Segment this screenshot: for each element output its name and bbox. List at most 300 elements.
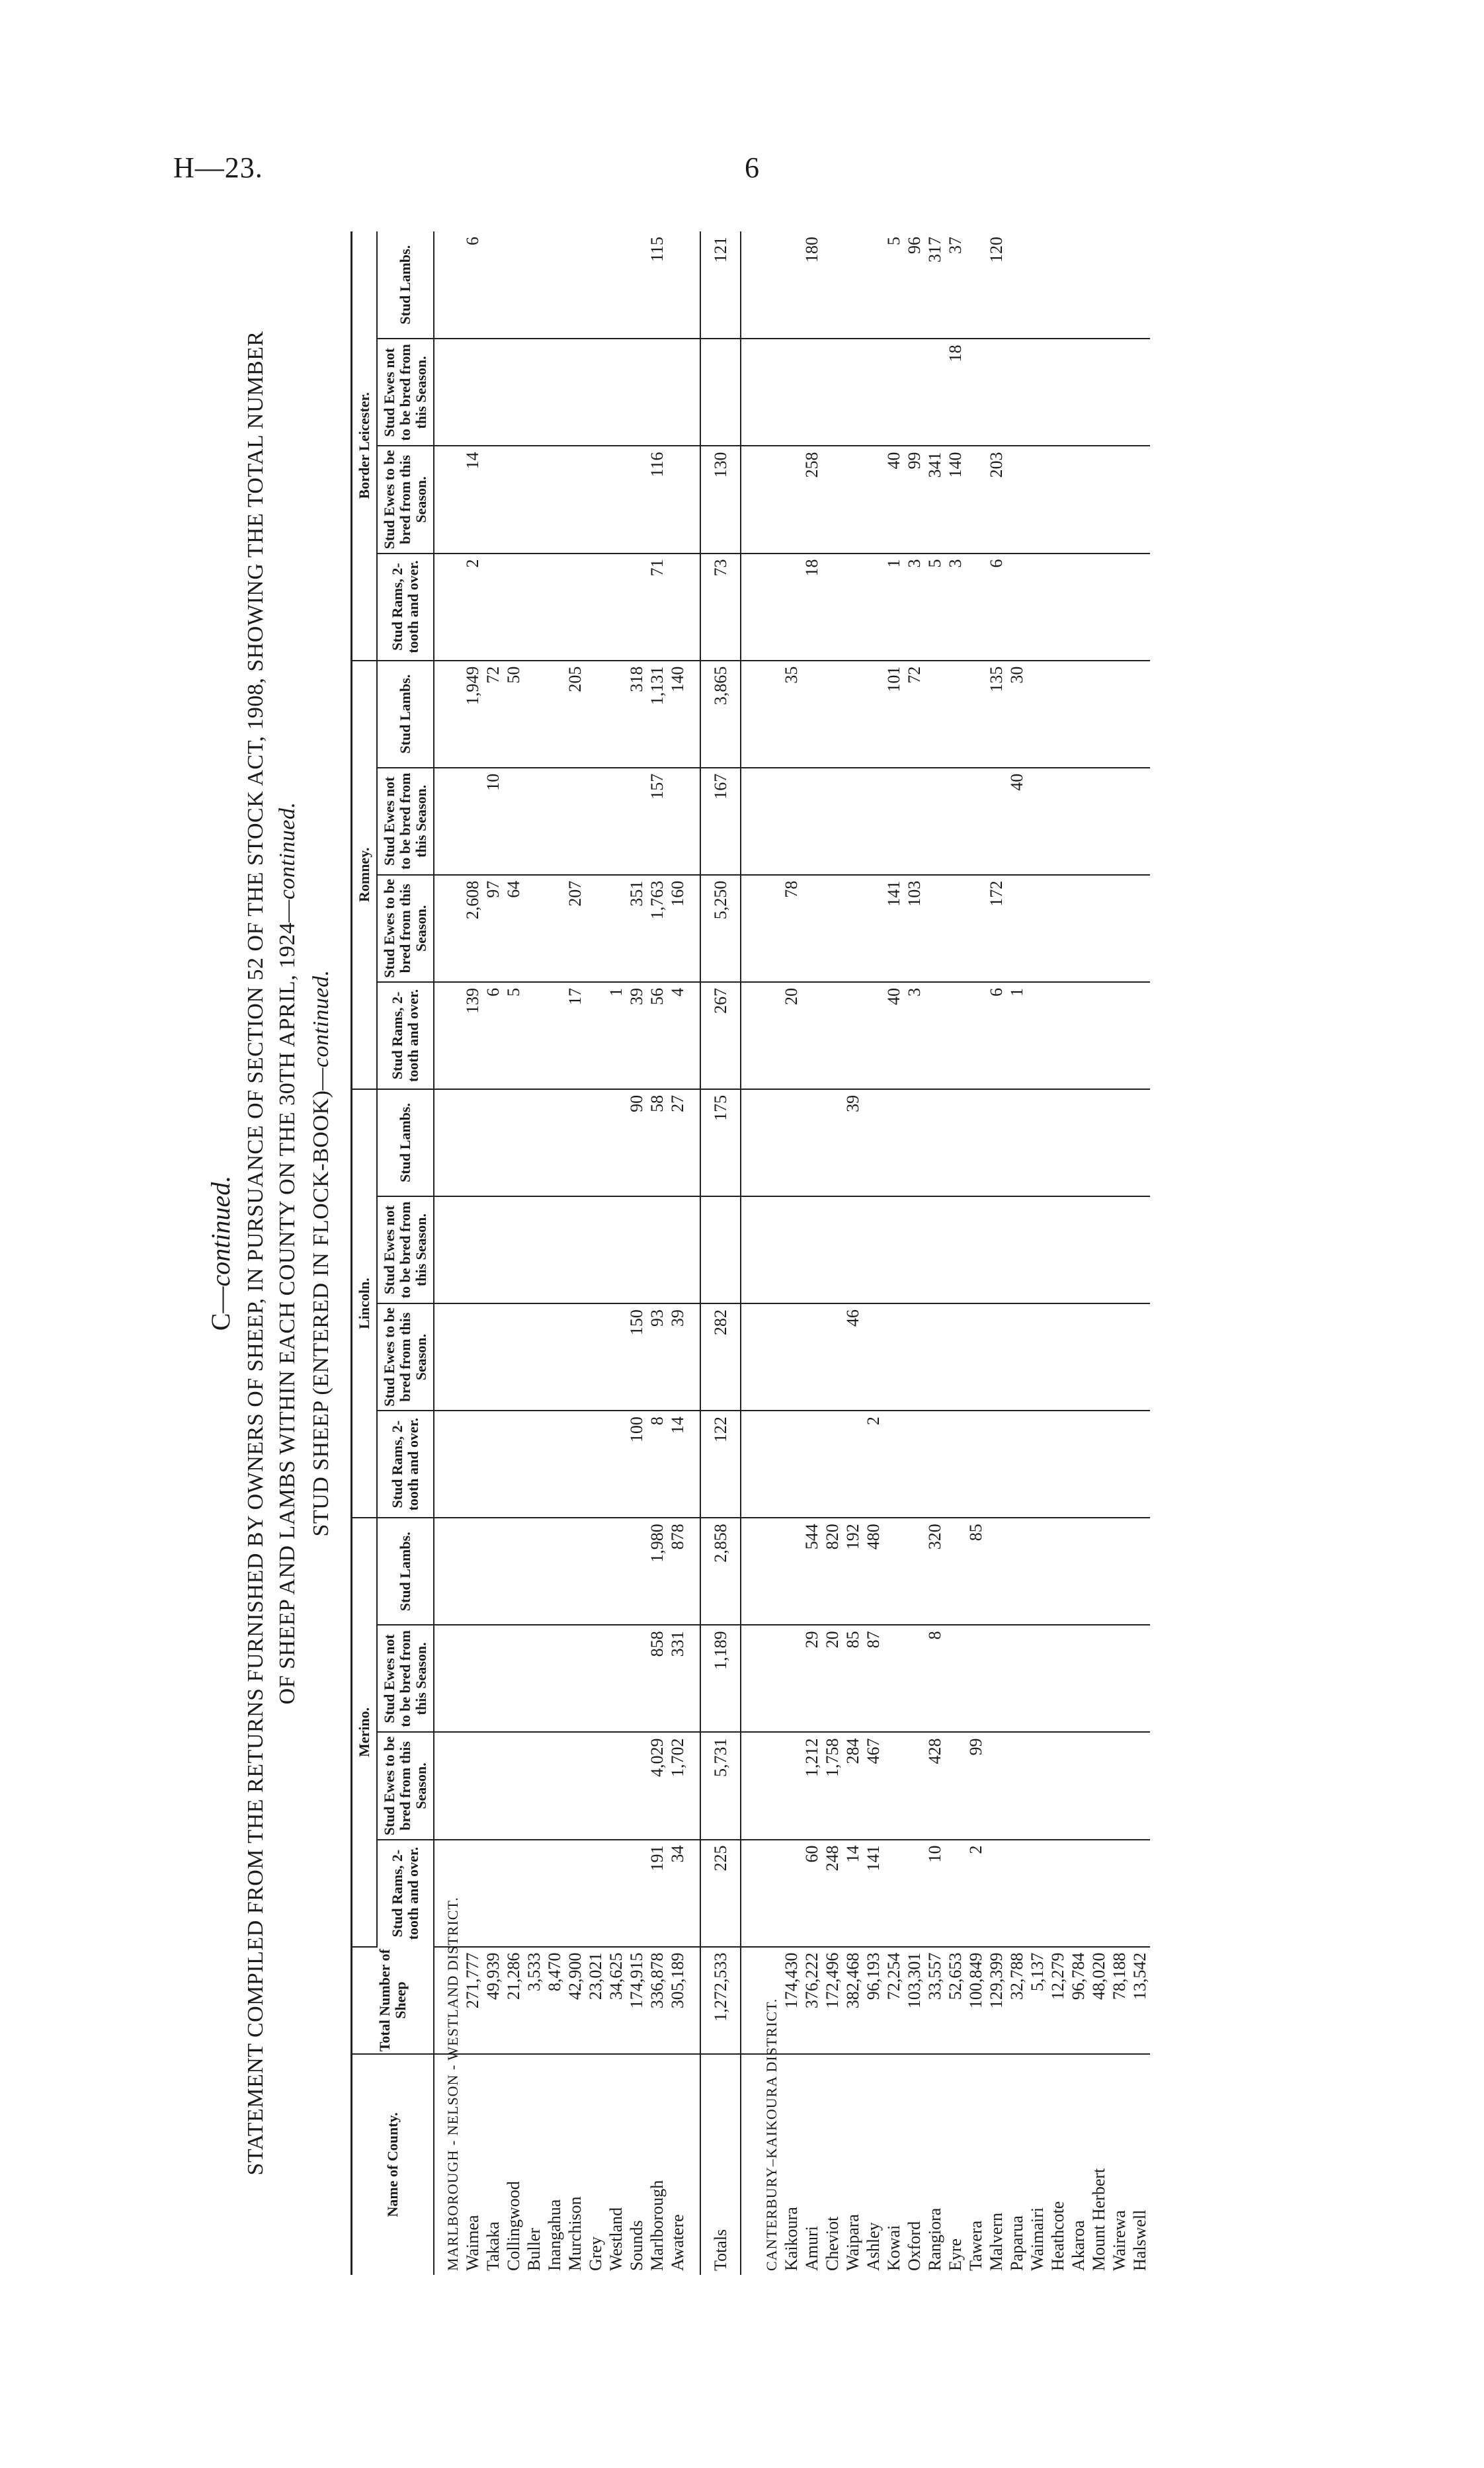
table-cell	[1027, 982, 1048, 1089]
table-cell	[585, 982, 606, 1089]
table-cell	[884, 339, 904, 446]
table-cell	[1130, 1411, 1150, 1518]
statement-line-2	[272, 231, 304, 2275]
subcol-header: Stud Ewes not to be bred from this Season.	[377, 1625, 434, 1732]
subcol-header: Stud Ewes to be bred from this Season.	[377, 1303, 434, 1411]
table-cell	[626, 554, 647, 661]
table-cell: 42,900	[565, 1947, 585, 2054]
table-row	[1068, 231, 1089, 2275]
table-cell	[606, 1732, 626, 1839]
table-cell: 87	[863, 1625, 884, 1732]
table-cell	[524, 554, 544, 661]
table-cell	[1027, 875, 1048, 982]
table-cell: 14	[667, 1411, 688, 1518]
table-cell	[1007, 231, 1027, 339]
table-cell	[1068, 1518, 1089, 1625]
table-cell	[1068, 554, 1089, 661]
table-cell	[1130, 446, 1150, 553]
table-cell	[863, 231, 884, 339]
empty-cell	[741, 982, 753, 1089]
table-cell	[544, 1411, 565, 1518]
table-cell	[667, 231, 688, 339]
table-cell	[904, 768, 925, 875]
table-cell: 205	[565, 661, 585, 768]
table-cell: 207	[565, 875, 585, 982]
table-cell: 2	[863, 1411, 884, 1518]
table-cell: 116	[647, 446, 667, 553]
table-cell: 878	[667, 1518, 688, 1625]
table-cell	[1027, 1732, 1048, 1839]
table-cell	[462, 1732, 483, 1839]
table-cell: 103	[904, 875, 925, 982]
table-cell	[667, 554, 688, 661]
table-cell	[904, 1840, 925, 1947]
empty-cell	[434, 1625, 462, 1732]
table-cell: 48,020	[1089, 1947, 1109, 2054]
table-cell	[1068, 1840, 1089, 1947]
table-cell	[1109, 1089, 1130, 1196]
table-cell	[802, 982, 822, 1089]
table-cell	[483, 446, 503, 553]
table-cell: 20	[822, 1625, 843, 1732]
table-row	[1089, 231, 1109, 2275]
table-cell: 85	[966, 1518, 986, 1625]
table-row	[822, 231, 843, 2275]
subcol-header: Stud Rams, 2-tooth and over.	[377, 554, 434, 661]
table-cell	[945, 1089, 966, 1196]
table-cell	[544, 1303, 565, 1411]
table-cell	[544, 875, 565, 982]
district-label: MARLBOROUGH - NELSON - WESTLAND DISTRICT.	[444, 1897, 461, 2271]
empty-cell	[741, 339, 753, 446]
empty-cell	[688, 1840, 700, 1947]
table-cell	[544, 554, 565, 661]
empty-cell	[434, 1411, 462, 1518]
table-cell	[606, 1303, 626, 1411]
table-cell: 320	[925, 1518, 945, 1625]
table-cell	[884, 1840, 904, 1947]
table-cell	[945, 768, 966, 875]
table-cell	[565, 446, 585, 553]
table-cell: 317	[925, 231, 945, 339]
table-cell	[1109, 982, 1130, 1089]
table-cell	[1089, 1518, 1109, 1625]
table-cell	[781, 768, 802, 875]
table-cell	[565, 768, 585, 875]
table-cell	[781, 446, 802, 553]
table-cell	[1048, 1518, 1068, 1625]
table-row	[565, 231, 585, 2275]
county-name: Akaroa	[1069, 2220, 1088, 2271]
table-cell: 157	[647, 768, 667, 875]
table-cell: 141	[863, 1840, 884, 1947]
table-cell	[565, 1411, 585, 1518]
table-cell	[544, 446, 565, 553]
table-cell	[822, 1089, 843, 1196]
table-cell: 64	[503, 875, 524, 982]
table-cell	[904, 1411, 925, 1518]
empty-cell	[753, 875, 781, 982]
table-cell: 115	[647, 231, 667, 339]
table-cell	[1068, 1089, 1089, 1196]
empty-cell	[688, 1089, 700, 1196]
table-cell: 32,788	[1007, 1947, 1027, 2054]
table-cell: 90	[626, 1089, 647, 1196]
table-cell	[884, 1625, 904, 1732]
subtitle-italic: continued.	[309, 969, 333, 1068]
empty-cell	[753, 339, 781, 446]
table-cell	[1089, 661, 1109, 768]
empty-cell	[741, 1947, 753, 2054]
table-cell: 180	[802, 231, 822, 339]
table-cell	[1068, 768, 1089, 875]
county-name: Ashley	[864, 2222, 883, 2271]
table-cell: 99	[904, 446, 925, 553]
table-cell	[863, 1303, 884, 1411]
table-cell	[843, 231, 863, 339]
table-cell: 225	[700, 1840, 741, 1947]
table-cell	[565, 1089, 585, 1196]
county-name: Paparua	[1007, 2215, 1026, 2271]
table-cell	[524, 339, 544, 446]
table-row	[945, 231, 966, 2275]
table-cell: 4,029	[647, 1732, 667, 1839]
table-cell	[945, 661, 966, 768]
table-cell	[1048, 1732, 1068, 1839]
table-cell	[1068, 1303, 1089, 1411]
table-cell	[524, 446, 544, 553]
table-cell	[1109, 875, 1130, 982]
table-cell: 2	[966, 1840, 986, 1947]
table-cell: 35	[781, 661, 802, 768]
empty-cell	[753, 768, 781, 875]
table-cell	[925, 339, 945, 446]
table-cell: 167	[700, 768, 741, 875]
table-cell	[904, 1089, 925, 1196]
table-cell	[781, 231, 802, 339]
table-cell	[925, 768, 945, 875]
county-name: Waimea	[463, 2215, 482, 2271]
table-cell: 160	[667, 875, 688, 982]
table-cell	[843, 875, 863, 982]
table-cell	[781, 1303, 802, 1411]
table-row	[1007, 231, 1027, 2275]
table-cell	[904, 1196, 925, 1303]
county-name: Oxford	[905, 2221, 924, 2271]
table-cell: 203	[986, 446, 1007, 553]
table-cell	[1089, 339, 1109, 446]
empty-cell	[434, 446, 462, 553]
table-cell	[1109, 1411, 1130, 1518]
table-cell: 100,849	[966, 1947, 986, 2054]
table-cell	[966, 231, 986, 339]
table-cell	[462, 1625, 483, 1732]
table-cell: 192	[843, 1518, 863, 1625]
table-cell: 284	[843, 1732, 863, 1839]
empty-cell	[753, 554, 781, 661]
table-cell	[1007, 1732, 1027, 1839]
table-cell	[1027, 1518, 1048, 1625]
empty-cell	[688, 1732, 700, 1839]
table-cell	[966, 339, 986, 446]
table-cell: 8	[647, 1411, 667, 1518]
table-cell	[945, 1411, 966, 1518]
table-cell: 480	[863, 1518, 884, 1625]
rotated-page-content	[205, 231, 1276, 2275]
table-cell: 1,763	[647, 875, 667, 982]
empty-cell	[688, 768, 700, 875]
table-cell: 336,878	[647, 1947, 667, 2054]
county-name: Amuri	[802, 2226, 821, 2271]
table-cell	[966, 1196, 986, 1303]
county-name: Grey	[586, 2237, 605, 2271]
table-cell	[904, 1518, 925, 1625]
county-name: Takaka	[483, 2221, 503, 2271]
table-cell	[606, 446, 626, 553]
subcol-header: Stud Rams, 2-tooth and over.	[377, 1411, 434, 1518]
table-cell	[524, 875, 544, 982]
table-cell	[483, 1196, 503, 1303]
table-cell	[966, 1089, 986, 1196]
table-cell: 40	[1007, 768, 1027, 875]
table-cell	[781, 1196, 802, 1303]
table-cell	[925, 875, 945, 982]
district-label: CANTERBURY–KAIKOURA DISTRICT.	[763, 1998, 780, 2271]
table-cell	[1109, 231, 1130, 339]
empty-cell	[753, 1732, 781, 1839]
page-identifier: H—23.	[173, 151, 263, 184]
empty-cell	[434, 1196, 462, 1303]
table-cell: 58	[647, 1089, 667, 1196]
table-cell: 78,188	[1109, 1947, 1130, 2054]
table-cell	[1130, 231, 1150, 339]
table-cell: 34,625	[606, 1947, 626, 2054]
table-cell	[606, 1196, 626, 1303]
table-cell	[1048, 1411, 1068, 1518]
table-cell: 34	[667, 1840, 688, 1947]
table-row	[503, 231, 524, 2275]
table-cell	[884, 1089, 904, 1196]
table-cell: 1,131	[647, 661, 667, 768]
table-cell: 1,702	[667, 1732, 688, 1839]
empty-cell	[434, 1518, 462, 1625]
breed-header-romney: Romney.	[352, 661, 378, 1089]
empty-cell	[753, 1518, 781, 1625]
table-cell: 56	[647, 982, 667, 1089]
table-cell	[966, 875, 986, 982]
table-cell	[503, 1625, 524, 1732]
table-cell	[802, 875, 822, 982]
table-cell	[524, 1411, 544, 1518]
empty-cell	[688, 339, 700, 446]
table-cell	[606, 231, 626, 339]
table-cell: 12,279	[1048, 1947, 1068, 2054]
table-cell	[945, 982, 966, 1089]
empty-cell	[741, 554, 753, 661]
table-cell	[1109, 1732, 1130, 1839]
table-cell	[781, 1840, 802, 1947]
table-cell: 5,137	[1027, 1947, 1048, 2054]
table-cell	[1048, 231, 1068, 339]
table-cell	[585, 339, 606, 446]
county-name: Sounds	[627, 2220, 646, 2271]
table-cell	[483, 1089, 503, 1196]
table-cell: 39	[843, 1089, 863, 1196]
table-cell: 96,193	[863, 1947, 884, 2054]
header-row-breeds	[352, 231, 378, 2275]
table-cell	[606, 661, 626, 768]
table-cell	[966, 554, 986, 661]
table-cell: 382,468	[843, 1947, 863, 2054]
table-cell	[462, 768, 483, 875]
table-cell: 40	[884, 982, 904, 1089]
table-cell: 141	[884, 875, 904, 982]
table-cell	[565, 1303, 585, 1411]
table-cell: 174,915	[626, 1947, 647, 2054]
table-cell	[647, 339, 667, 446]
table-cell: 17	[565, 982, 585, 1089]
table-cell	[626, 1625, 647, 1732]
table-cell	[565, 1518, 585, 1625]
subcol-header: Stud Rams, 2-tooth and over.	[377, 982, 434, 1089]
table-cell	[904, 1303, 925, 1411]
county-name: Rangiora	[925, 2207, 944, 2271]
table-cell	[1109, 661, 1130, 768]
table-cell	[667, 339, 688, 446]
table-cell: 46	[843, 1303, 863, 1411]
table-cell	[863, 875, 884, 982]
table-cell: 29	[802, 1625, 822, 1732]
table-cell	[503, 554, 524, 661]
table-cell: 428	[925, 1732, 945, 1839]
table-cell	[1109, 1518, 1130, 1625]
table-cell	[503, 1732, 524, 1839]
empty-cell	[741, 1840, 753, 1947]
table-cell: 305,189	[667, 1947, 688, 2054]
table-cell	[503, 1518, 524, 1625]
table-cell	[606, 1411, 626, 1518]
table-cell: 5,250	[700, 875, 741, 982]
table-cell	[544, 339, 565, 446]
table-cell	[1007, 339, 1027, 446]
table-cell	[626, 339, 647, 446]
table-cell	[945, 1518, 966, 1625]
table-cell: 72	[483, 661, 503, 768]
table-cell	[585, 1840, 606, 1947]
table-cell	[925, 1089, 945, 1196]
continued-heading	[205, 231, 236, 2275]
table-cell	[843, 768, 863, 875]
table-cell	[565, 1840, 585, 1947]
table-cell	[884, 1518, 904, 1625]
table-cell	[966, 1625, 986, 1732]
table-cell	[667, 768, 688, 875]
table-cell	[884, 768, 904, 875]
table-cell	[1007, 1840, 1027, 1947]
subcol-header: Stud Lambs.	[377, 231, 434, 339]
table-cell: 331	[667, 1625, 688, 1732]
table-cell	[626, 1840, 647, 1947]
table-cell	[802, 1089, 822, 1196]
table-cell: 172	[986, 875, 1007, 982]
table-cell	[1027, 446, 1048, 553]
table-cell	[1130, 1732, 1150, 1839]
table-cell	[1048, 554, 1068, 661]
table-cell: 14	[462, 446, 483, 553]
table-cell	[483, 1411, 503, 1518]
table-cell	[904, 339, 925, 446]
table-cell	[1130, 768, 1150, 875]
table-cell	[1109, 1625, 1130, 1732]
table-cell	[802, 1411, 822, 1518]
table-cell: 72,254	[884, 1947, 904, 2054]
table-cell	[503, 446, 524, 553]
table-cell	[483, 554, 503, 661]
table-cell: 858	[647, 1625, 667, 1732]
table-cell	[462, 339, 483, 446]
table-cell	[606, 768, 626, 875]
table-cell: 85	[843, 1625, 863, 1732]
table-cell	[1089, 982, 1109, 1089]
table-row	[1048, 231, 1068, 2275]
county-name: Westland	[606, 2207, 626, 2271]
table-cell	[1048, 1625, 1068, 1732]
table-cell	[503, 1840, 524, 1947]
breed-header-lincoln: Lincoln.	[352, 1089, 378, 1518]
table-cell	[462, 1303, 483, 1411]
table-cell	[544, 231, 565, 339]
breed-header-border-leicester: Border Leicester.	[352, 231, 378, 661]
county-name: Kowai	[884, 2225, 903, 2271]
table-cell	[1027, 768, 1048, 875]
table-cell	[1027, 661, 1048, 768]
table-cell: 93	[647, 1303, 667, 1411]
table-cell	[966, 768, 986, 875]
county-name: Heathcote	[1048, 2201, 1067, 2271]
table-cell	[626, 1196, 647, 1303]
table-cell	[1109, 1840, 1130, 1947]
table-cell	[544, 1732, 565, 1839]
table-cell: 6	[462, 231, 483, 339]
table-cell: 97	[483, 875, 503, 982]
table-cell: 14	[843, 1840, 863, 1947]
table-cell	[606, 1518, 626, 1625]
table-cell	[986, 1625, 1007, 1732]
county-name: Marlborough	[647, 2180, 667, 2271]
county-name: Waipara	[843, 2214, 862, 2271]
table-cell	[503, 231, 524, 339]
table-cell	[462, 1089, 483, 1196]
empty-cell	[753, 446, 781, 553]
table-cell	[585, 1732, 606, 1839]
col-total-header: Total Number of Sheep	[352, 1947, 434, 2054]
table-cell	[863, 982, 884, 1089]
empty-cell	[741, 1625, 753, 1732]
table-cell	[925, 982, 945, 1089]
subcol-header: Stud Ewes to be bred from this Season.	[377, 1732, 434, 1839]
table-cell: 33,557	[925, 1947, 945, 2054]
table-cell	[925, 1196, 945, 1303]
table-cell	[843, 1411, 863, 1518]
table-cell: 140	[945, 446, 966, 553]
table-cell	[667, 1196, 688, 1303]
table-cell	[986, 1196, 1007, 1303]
table-cell	[1068, 1196, 1089, 1303]
empty-cell	[688, 875, 700, 982]
empty-cell	[741, 875, 753, 982]
table-cell	[606, 339, 626, 446]
table-cell	[1048, 768, 1068, 875]
